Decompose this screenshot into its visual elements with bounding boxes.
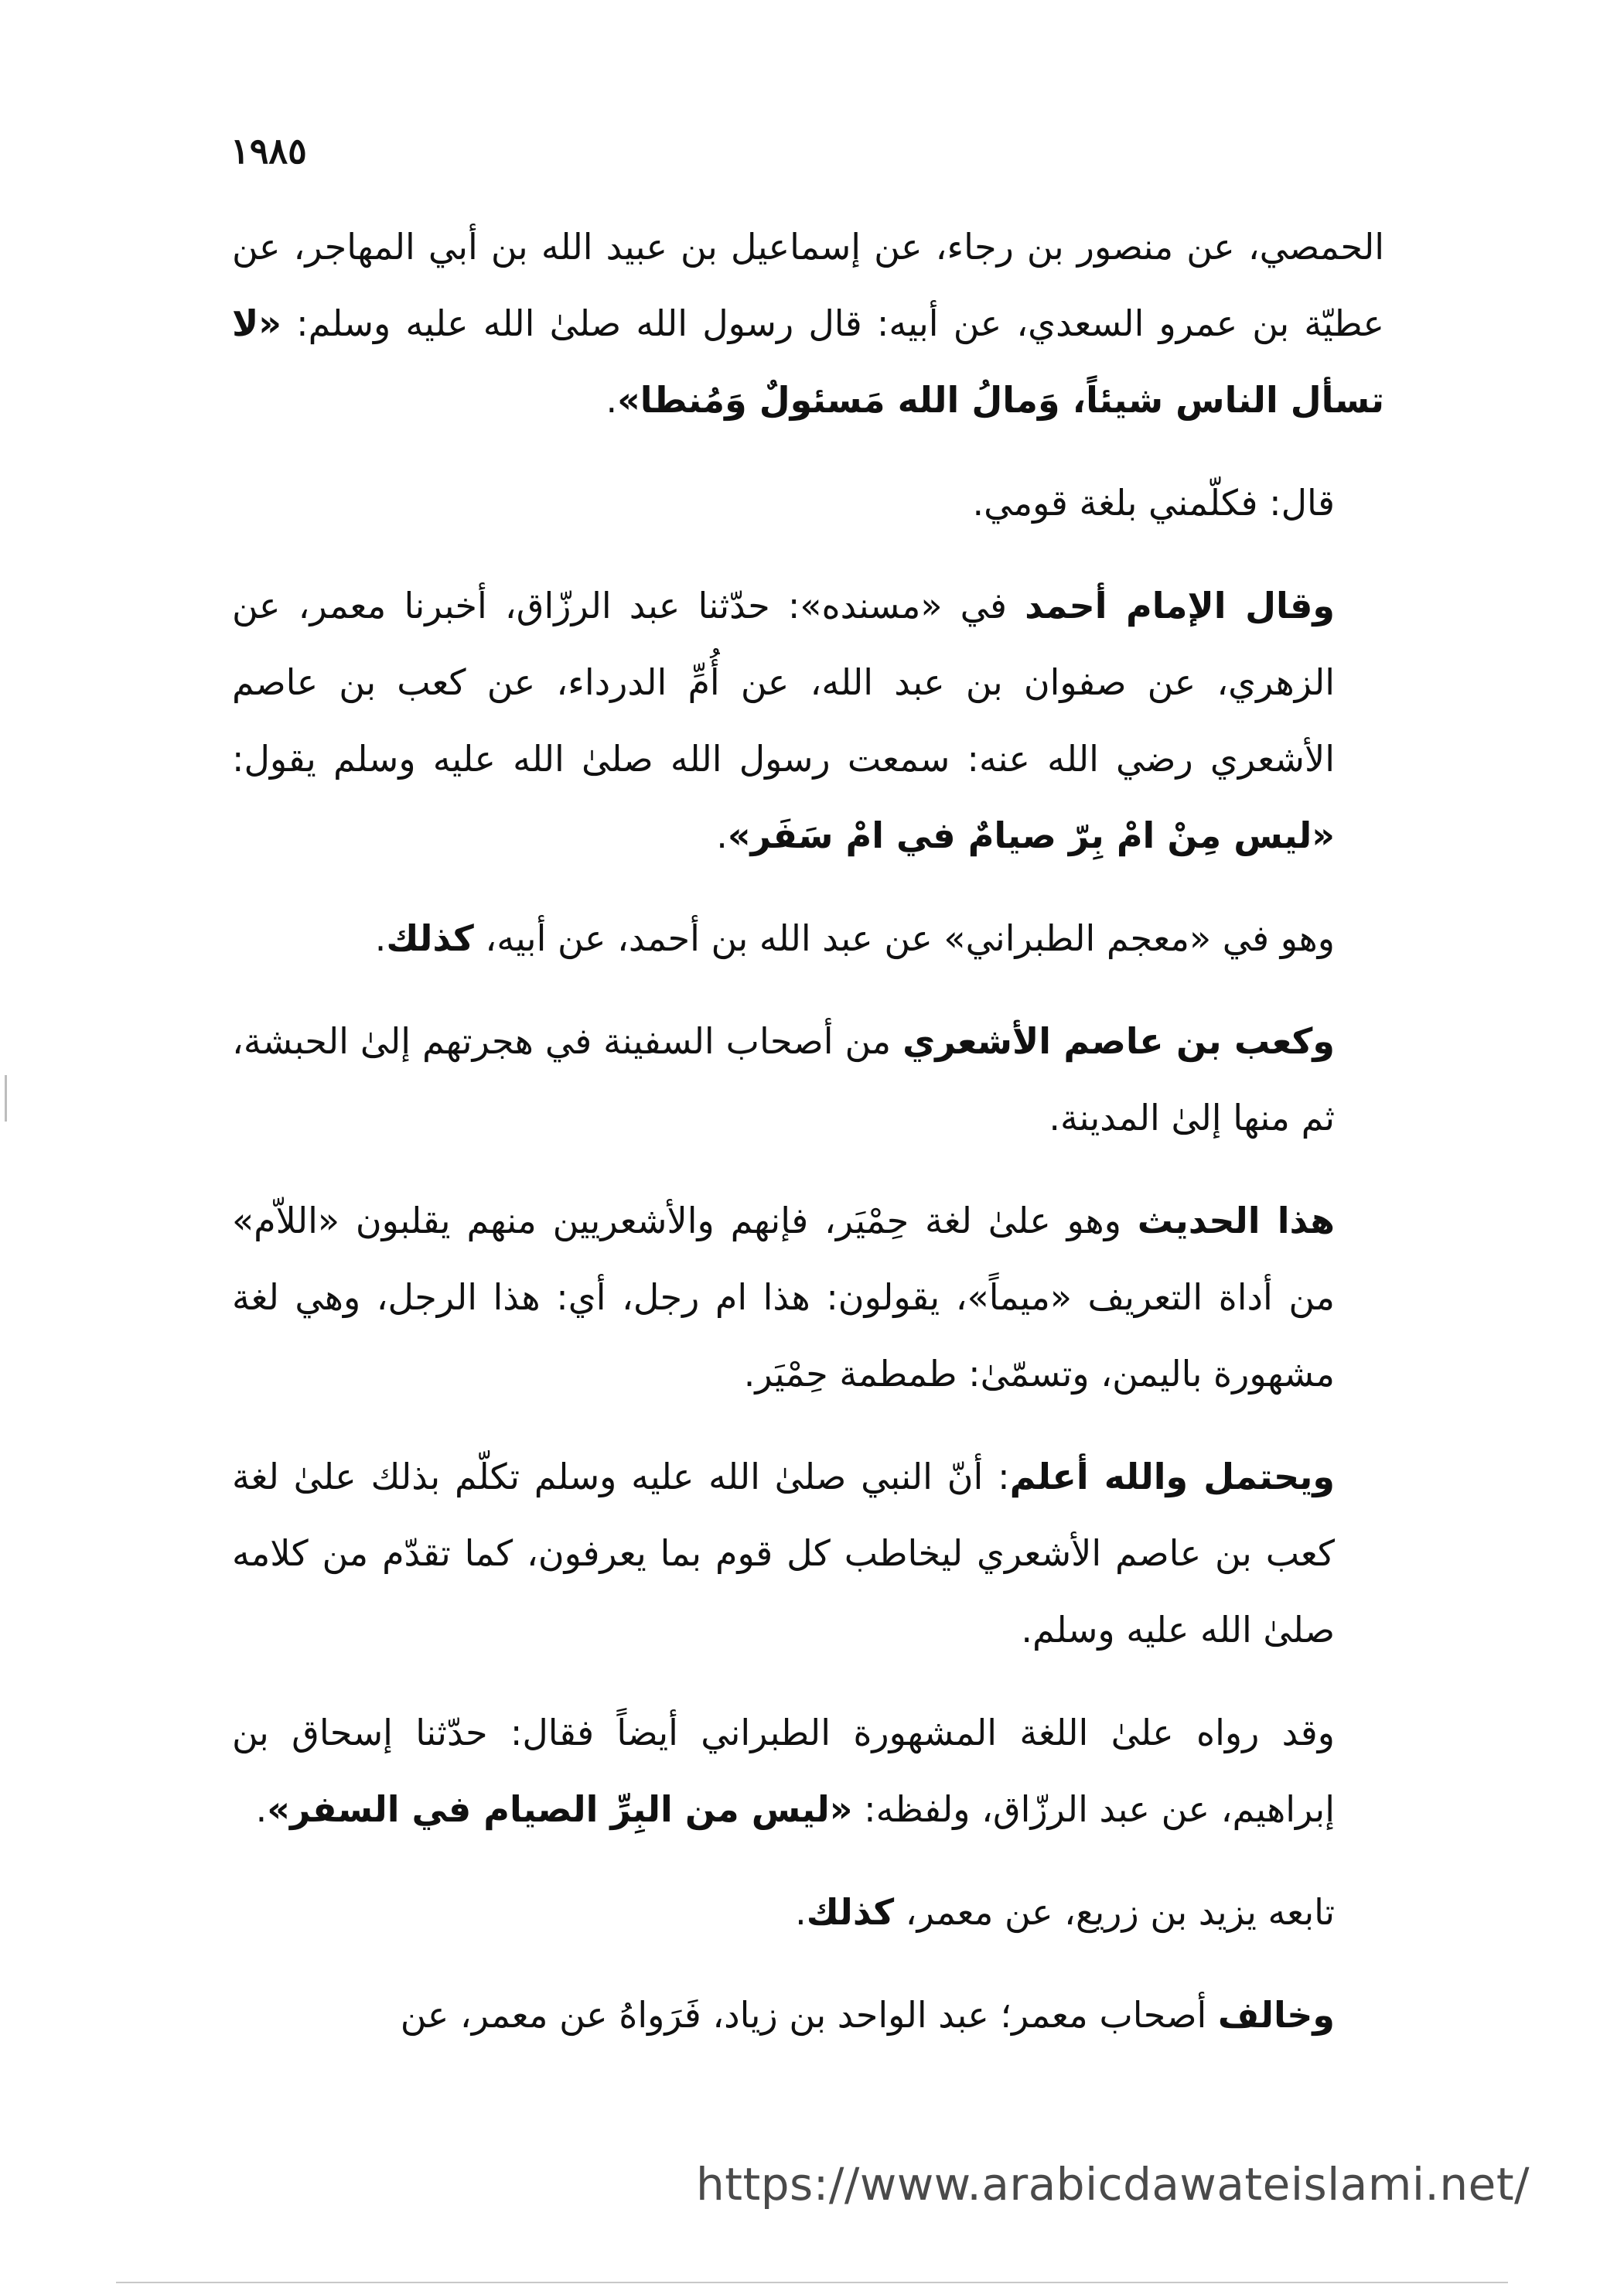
paragraph (232, 1439, 1384, 1668)
margin-mark (5, 1075, 7, 1122)
hadith-quote: «لا تسأل الناس شيئاً، وَمالُ الله مَسئولٌ وَمُنطا» (232, 302, 1384, 421)
text-run: . (716, 814, 728, 856)
bold-term: كذلك (386, 917, 474, 959)
paragraph (232, 1003, 1384, 1156)
text-run: . (606, 379, 618, 421)
hadith-quote: «ليس من البِرِّ الصيام في السفر» (267, 1788, 853, 1830)
watermark-url: https://www.arabicdawateislami.net/ (696, 2158, 1530, 2211)
paragraph-lead: وكعب بن عاصم الأشعري (902, 1020, 1335, 1062)
text-run: في «مسنده»: حدّثنا عبد الرزّاق، أخبرنا معمر، عن الزهري، عن صفوان بن عبد الله، عن أُمِّ الدرداء، عن كعب بن عاصم الأشعري رضي الله عنه: سمعت رسول الله صلىٰ الله عليه وسلم يقول: (232, 585, 1335, 780)
paragraph (232, 465, 1384, 541)
page-number: ١٩٨٥ (230, 130, 307, 172)
bold-term: كذلك (806, 1891, 895, 1933)
paragraph-lead: هذا الحديث (1137, 1200, 1336, 1241)
paragraph (232, 209, 1384, 439)
bottom-rule (116, 2282, 1508, 2283)
text-run: تابعه يزيد بن زريع، عن معمر، (894, 1891, 1335, 1933)
body-text (232, 209, 1384, 2080)
paragraph-lead: وقال الإمام أحمد (1025, 585, 1335, 627)
hadith-quote: «ليس مِنْ امْ بِرّ صيامٌ في امْ سَفَر» (727, 814, 1335, 856)
text-run: : أنّ النبي صلىٰ الله عليه وسلم تكلّم بذلك علىٰ لغة كعب بن عاصم الأشعري ليخاطب كل قوم بما يعرفون، كما تقدّم من كلامه صلىٰ الله عليه وسلم. (232, 1456, 1335, 1651)
text-run: . (374, 917, 387, 959)
paragraph (232, 1874, 1384, 1951)
text-run: وقد رواه علىٰ اللغة المشهورة الطبراني أيضاً فقال: حدّثنا إسحاق بن إبراهيم، عن عبد الرزّاق، ولفظه: (232, 1712, 1335, 1830)
paragraph (232, 1695, 1384, 1848)
text-run: قال: فكلّمني بلغة قومي. (972, 482, 1335, 524)
text-run: الحمصي، عن منصور بن رجاء، عن إسماعيل بن عبيد الله بن أبي المهاجر، عن عطيّة بن عمرو السعدي، عن أبيه: قال رسول الله صلىٰ الله عليه وسلم: (232, 226, 1384, 344)
paragraph-lead: ويحتمل والله أعلم (1009, 1456, 1335, 1497)
text-run: . (795, 1891, 807, 1933)
text-run: وهو علىٰ لغة حِمْيَر، فإنهم والأشعريين منهم يقلبون «اللاّم» من أداة التعريف «ميماً»، يقولون: هذا ام رجل، أي: هذا الرجل، وهي لغة مشهورة باليمن، وتسمّىٰ: طمطمة حِمْيَر. (232, 1200, 1335, 1395)
text-run: أصحاب معمر؛ عبد الواحد بن زياد، فَرَواهُ عن معمر، عن (400, 1994, 1218, 2036)
text-run: وهو في «معجم الطبراني» عن عبد الله بن أحمد، عن أبيه، (473, 917, 1335, 959)
paragraph (232, 1977, 1384, 2054)
text-run: . (255, 1788, 268, 1830)
paragraph (232, 568, 1384, 874)
text-run: من أصحاب السفينة في هجرتهم إلىٰ الحبشة، ثم منها إلىٰ المدينة. (232, 1020, 1335, 1139)
paragraph (232, 900, 1384, 977)
paragraph (232, 1183, 1384, 1412)
paragraph-lead: وخالف (1217, 1994, 1335, 2036)
